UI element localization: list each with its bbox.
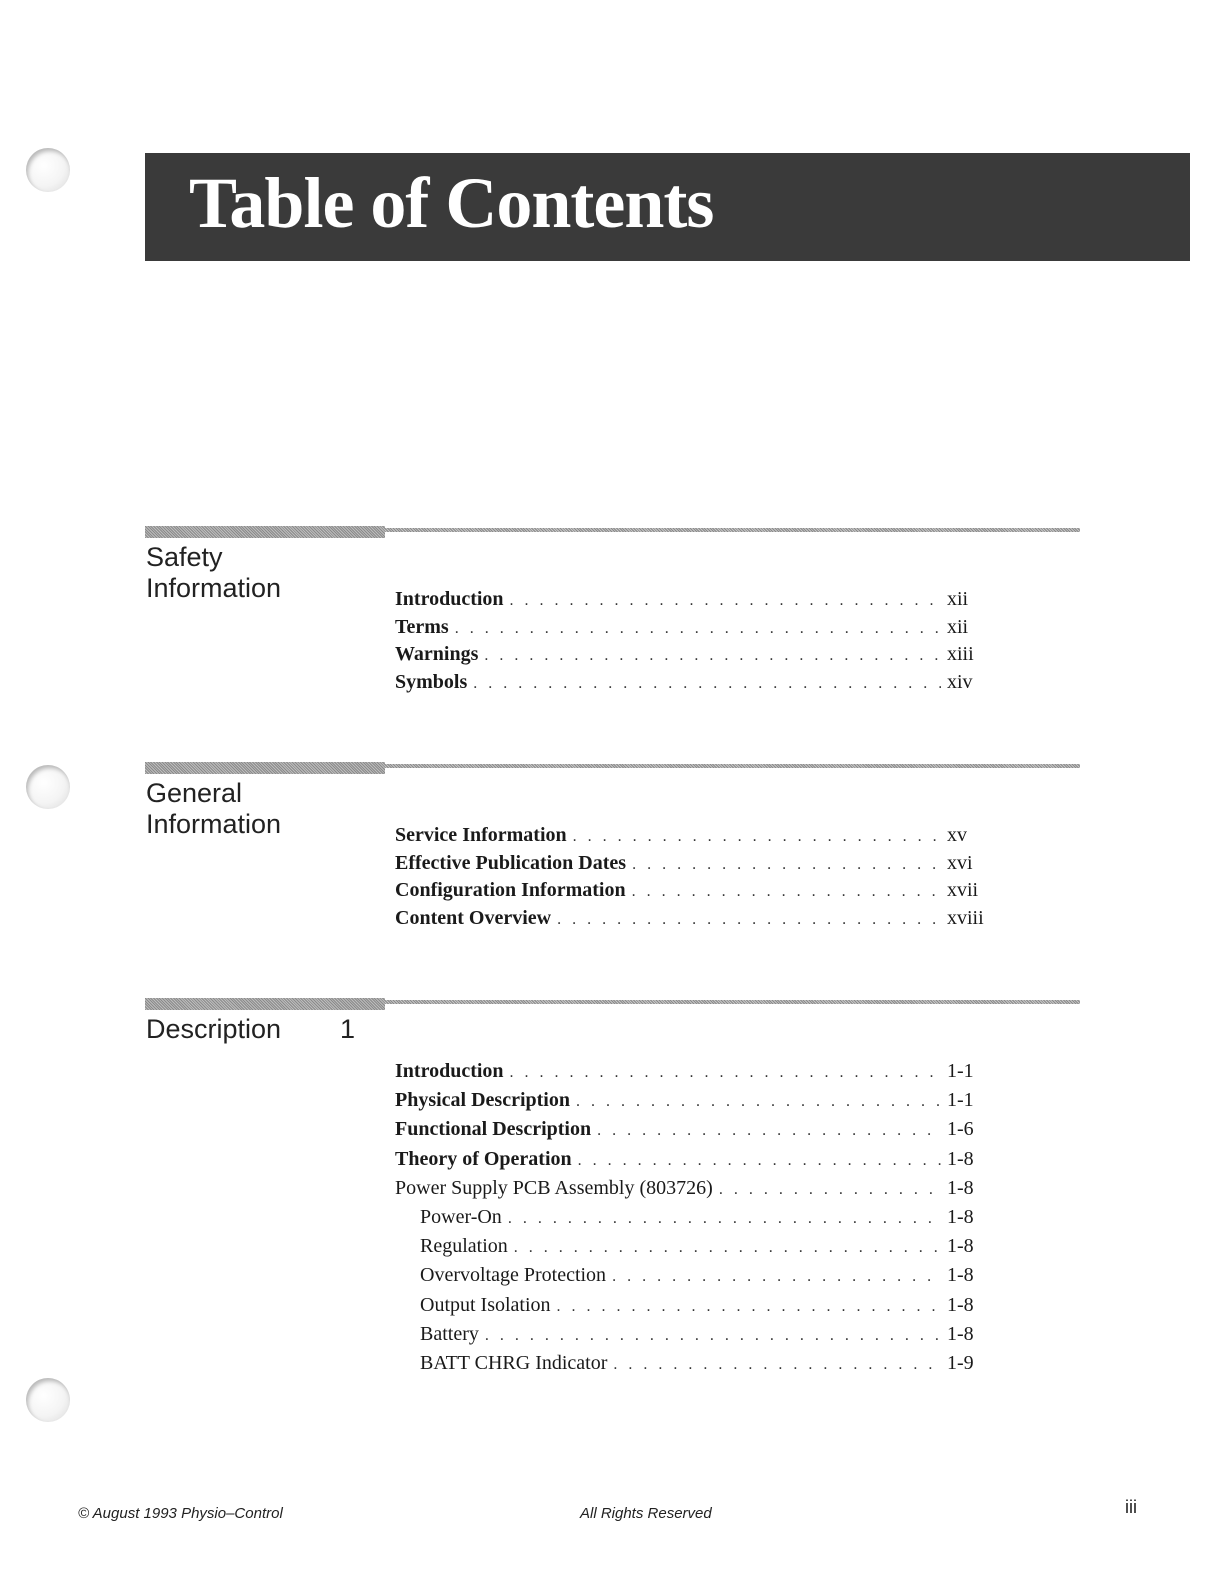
toc-entry-page: xviii <box>947 906 984 929</box>
toc-entry-label: Functional Description <box>395 1118 592 1141</box>
chapter-number: 1 <box>340 1014 356 1044</box>
toc-subentry[interactable] <box>395 1294 995 1323</box>
toc-entry-label: Terms <box>395 615 449 638</box>
section-divider <box>145 762 1080 774</box>
toc-entry-page: 1-8 <box>947 1205 974 1228</box>
toc-entry-label: Introduction <box>395 1060 504 1082</box>
toc-entry-page: xvi <box>947 851 973 874</box>
toc-entry[interactable] <box>395 1177 995 1206</box>
toc-entry-page: 1-1 <box>947 1060 974 1082</box>
dot-leader <box>557 1298 941 1316</box>
dot-leader <box>514 1239 941 1257</box>
dot-leader <box>557 911 941 929</box>
toc-entry-page: 1-8 <box>947 1147 974 1170</box>
binder-hole <box>26 1378 70 1422</box>
section-title: General Information <box>146 778 282 839</box>
toc-entry-page: xvii <box>947 879 979 901</box>
toc-entry[interactable] <box>395 1060 995 1089</box>
toc-entry-label: Physical Description <box>395 1089 570 1112</box>
dot-leader <box>578 1152 941 1170</box>
toc-entry-label: Power Supply PCB Assembly (803726) <box>395 1176 713 1199</box>
dot-leader <box>510 1064 941 1082</box>
toc-entry-label: Warnings <box>395 643 479 665</box>
toc-entry-label: BATT CHRG Indicator <box>420 1351 608 1374</box>
toc-entry-label: Service Information <box>395 824 567 846</box>
toc-entry-label: Content Overview <box>395 906 552 929</box>
toc-entry[interactable] <box>395 879 995 907</box>
section-title: Description <box>146 1014 282 1044</box>
toc-entry[interactable] <box>395 852 995 880</box>
toc-section-description <box>145 998 1080 1374</box>
toc-entry-page: 1-6 <box>947 1118 974 1141</box>
toc-entry-page: xii <box>947 588 969 610</box>
toc-entry[interactable] <box>395 907 995 935</box>
dot-leader <box>573 828 941 846</box>
toc-entry[interactable] <box>395 824 995 852</box>
section-title: Safety Information <box>146 542 282 603</box>
footer-page-number: iii <box>1125 1497 1137 1517</box>
toc-entry[interactable] <box>395 671 995 699</box>
toc-list <box>395 588 995 698</box>
toc-entry-label: Regulation <box>420 1235 508 1258</box>
toc-entry[interactable] <box>395 1148 995 1177</box>
section-divider <box>145 526 1080 538</box>
dot-leader <box>632 856 941 874</box>
toc-entry-page: 1-8 <box>947 1176 974 1199</box>
dot-leader <box>455 620 941 638</box>
toc-entry[interactable] <box>395 1089 995 1118</box>
dot-leader <box>484 647 941 665</box>
toc-entry-page: 1-8 <box>947 1322 974 1345</box>
dot-leader <box>632 883 941 901</box>
toc-entry-page: xii <box>947 615 969 638</box>
toc-entry-label: Power-On <box>420 1205 502 1228</box>
section-divider <box>145 998 1080 1010</box>
toc-entry[interactable] <box>395 616 995 644</box>
toc-entry-page: xiii <box>947 643 974 665</box>
toc-entry-page: 1-1 <box>947 1089 974 1112</box>
binder-hole <box>26 148 70 192</box>
dot-leader <box>473 675 941 693</box>
toc-entry-label: Battery <box>420 1322 479 1345</box>
dot-leader <box>719 1181 941 1199</box>
toc-subentry[interactable] <box>395 1352 995 1381</box>
toc-entry-page: xv <box>947 824 967 846</box>
toc-entry[interactable] <box>395 643 995 671</box>
dot-leader <box>510 592 941 610</box>
dot-leader <box>612 1268 941 1286</box>
toc-entry-label: Introduction <box>395 588 504 610</box>
toc-entry-label: Theory of Operation <box>395 1147 572 1170</box>
dot-leader <box>597 1122 941 1140</box>
toc-entry[interactable] <box>395 1118 995 1147</box>
toc-entry-label: Effective Publication Dates <box>395 851 627 874</box>
dot-leader <box>508 1210 941 1228</box>
toc-subentry[interactable] <box>395 1206 995 1235</box>
toc-subentry[interactable] <box>395 1235 995 1264</box>
toc-subentry[interactable] <box>395 1323 995 1352</box>
toc-entry-page: 1-8 <box>947 1293 974 1316</box>
toc-entry-label: Configuration Information <box>395 879 626 901</box>
toc-entry-page: 1-9 <box>947 1351 974 1374</box>
toc-entry-label: Output Isolation <box>420 1293 551 1316</box>
toc-entry-page: 1-8 <box>947 1235 974 1258</box>
toc-entry-page: 1-8 <box>947 1264 974 1287</box>
page-title: Table of Contents <box>189 163 714 243</box>
toc-section-safety-information <box>145 526 1080 693</box>
toc-entry-label: Overvoltage Protection <box>420 1264 607 1287</box>
toc-section-general-information <box>145 762 1080 929</box>
toc-list <box>395 824 995 934</box>
footer-copyright: © August 1993 Physio–Control <box>78 1505 283 1522</box>
footer-rights: All Rights Reserved <box>580 1505 712 1522</box>
title-banner <box>145 153 1190 261</box>
toc-list <box>395 1060 995 1381</box>
dot-leader <box>576 1093 941 1111</box>
dot-leader <box>613 1356 941 1374</box>
binder-hole <box>26 765 70 809</box>
toc-subentry[interactable] <box>395 1264 995 1293</box>
toc-entry-label: Symbols <box>395 670 468 693</box>
toc-entry-page: xiv <box>947 670 973 693</box>
dot-leader <box>485 1327 941 1345</box>
toc-entry[interactable] <box>395 588 995 616</box>
